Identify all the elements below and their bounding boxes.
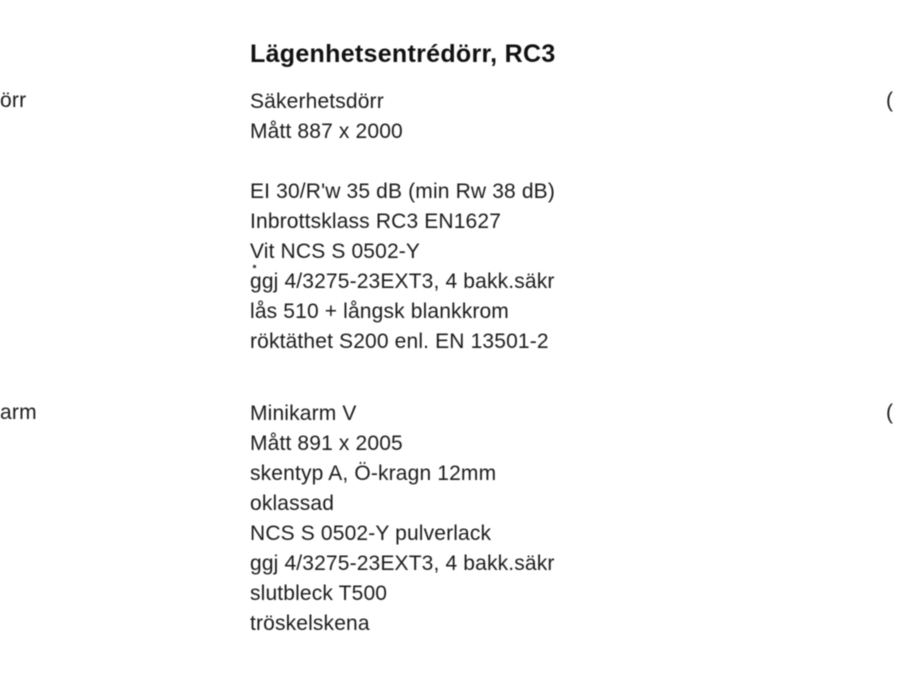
spec-line: Vit NCS S 0502-Y	[250, 240, 421, 263]
spec-line: Minikarm V	[250, 402, 357, 425]
spec-line: slutbleck T500	[250, 582, 388, 605]
spec-line: NCS S 0502-Y pulverlack	[250, 522, 492, 545]
spec-line: Inbrottsklass RC3 EN1627	[250, 210, 502, 233]
spec-line: ggj 4/3275-23EXT3, 4 bakk.säkr	[250, 270, 555, 293]
right-edge-mark-door: (	[886, 89, 893, 112]
spec-line: skentyp A, Ö-kragn 12mm	[250, 462, 497, 485]
spec-line: EI 30/R'w 35 dB (min Rw 38 dB)	[250, 180, 555, 203]
spec-line: oklassad	[250, 492, 335, 515]
right-edge-mark-frame: (	[886, 401, 893, 424]
page-title: Lägenhetsentrédörr, RC3	[250, 40, 556, 68]
frame-specification-block	[250, 399, 870, 639]
spec-line: Mått 891 x 2005	[250, 432, 403, 455]
row-label-door: örr	[0, 89, 27, 112]
spec-line: Mått 887 x 2000	[250, 120, 403, 143]
spec-line: röktäthet S200 enl. EN 13501-2	[250, 330, 549, 353]
spec-line: Säkerhetsdörr	[250, 90, 384, 113]
spec-line: ggj 4/3275-23EXT3, 4 bakk.säkr	[250, 552, 555, 575]
spec-line-blank	[250, 147, 870, 177]
spec-line: tröskelskena	[250, 612, 370, 635]
spec-line: lås 510 + långsk blankkrom	[250, 300, 509, 323]
row-label-frame: arm	[0, 401, 37, 424]
door-specification-block	[250, 87, 870, 357]
stray-dot-mark	[253, 265, 256, 268]
